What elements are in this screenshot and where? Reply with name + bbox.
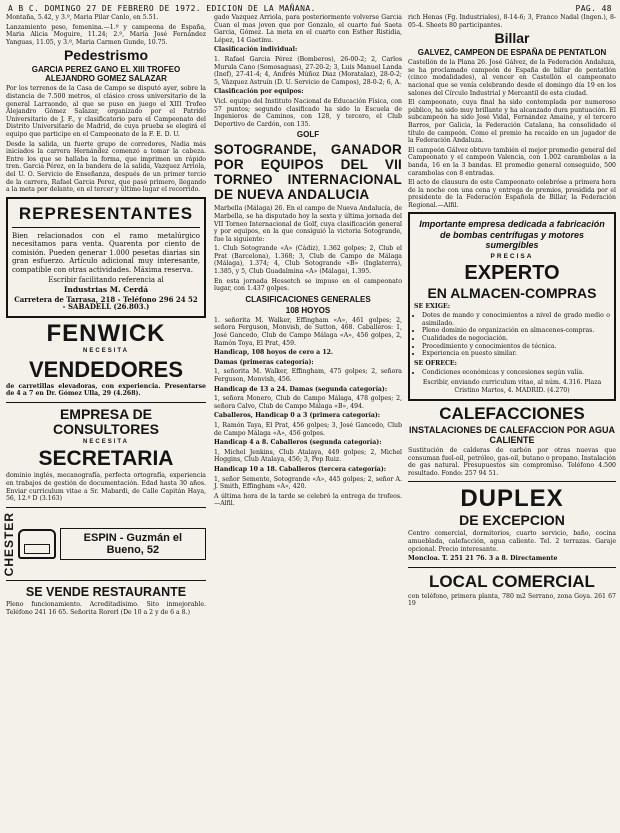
list-item: • Condiciones económicas y concesiones según valía.	[422, 369, 610, 377]
ad-duplex	[408, 486, 616, 562]
ad-experto	[408, 212, 616, 401]
ad-duplex-subtitle: DE EXCEPCION	[459, 512, 565, 529]
ad-experto-precisa: PRECISA	[490, 252, 534, 260]
ad-experto-exige: SE EXIGE:	[414, 302, 451, 310]
golf-headline: SOTOGRANDE, GANADOR POR EQUIPOS DEL VII TORNEO INTERNACIONAL DE NUEVA ANDALUCIA	[214, 142, 402, 203]
ad-duplex-contact: Moncloa. T. 251 21 76. 3 a 8. Directamente	[408, 555, 558, 563]
ad-secretaria-body: dominio inglés, mecanografía, perfecta ortografía, experiencia en trabajos de gestión de documentación. Edad hasta 30 años. Enviar curriculum vitae a Sr. Mabardi, de Calle Capitán Haya, 56, 12.º D (3.163)	[6, 472, 206, 503]
pedestrismo-continuation: gado Vazquez Arriola, para posteriormente volverse Garcia Cuan el mas joven que por Gonzalo, el cuarto fué Saeta Garcia, Gómez. La meta en el cuarto con Esther Ristidia, Lépez, 14 Gaetinu.	[214, 14, 402, 44]
ad-restaurante-title: SE VENDE RESTAURANTE	[25, 585, 187, 600]
golf-body-2: En esta jornada Hessetch se impuso en el campeonato lugar, con 1.437 golpes.	[214, 277, 402, 293]
ad-local-title: LOCAL COMERCIAL	[429, 571, 595, 591]
divider	[12, 227, 200, 228]
ad-rep-title: REPRESENTANTES	[18, 203, 194, 223]
ad-experto-title: EXPERTO	[464, 261, 560, 284]
column-2	[214, 14, 402, 510]
ad-secretaria	[6, 407, 206, 503]
golf-hand10-title: Handicap 10 a 18. Caballeros (tercera categoría):	[214, 465, 387, 473]
clasif-equipos-body: Vicl. equipo del Instituto Nacional de Educación Física, con 57 puntos; segundo clasificado ha sido la Escuela de Ingenieros de Caminos, con 128, y tercero, el Club Deportivo de Cardón, con 135.	[214, 97, 402, 128]
divider	[6, 507, 206, 508]
clasif-generales-title: CLASIFICACIONES GENERALES	[245, 294, 371, 304]
ad-experto-intro: Importante empresa dedicada a fabricación de bombas centrífugas y motores sumergibles	[419, 219, 605, 251]
golf-damas2-title: Damas (primeras categoría):	[214, 358, 314, 366]
divider	[6, 580, 206, 581]
ad-restaurante-body: Pleno funcionamiento. Acreditadísimo. Sito inmejorable. Teléfono 241 16 65. Señorita Rorerl (De 10 a 2 y de 6 a 8.)	[6, 601, 206, 616]
ad-rep-body: Bien relacionados con el ramo metalúrgico necesitamos para venta. Quarenta por ciento de comisión. Pueden generar 1.000 pesetas diarias sin gran esfuerzo. Artículo adicional muy interesante, compatible con otras actividades. Máxima reserva.	[12, 231, 200, 275]
ad-duplex-body: Centro comercial, dormitorios, cuarto servicio, baño, cocina amueblada, calefacción, agua caliente. Tel. 2 terrazas. Garaje opcional. Precio interesante.	[408, 530, 616, 553]
golf-hand2-body: 1, señora Monero, Club de Campo Málaga, 478 golpes; 2, señora Calvo, Club de Campo Málaga «B», 494.	[214, 395, 402, 410]
ad-experto-exige-list	[414, 312, 610, 358]
billar-body: Castellón de la Plana 26. José Gálvez, de la Federación Andaluza, se ha proclamado campeón de España de billar de pentatlón (cinco modalidades), al vencer en Castellón el campeonato nacional que se venía celebrando desde el domingo día 19 en los salones del Círculo Industrial y Mercantil de esta ciudad.	[408, 59, 616, 97]
list-item: • Pleno dominio de organización en almacenes-compras.	[422, 327, 610, 335]
ad-consult-title: EMPRESA DE CONSULTORES	[52, 405, 160, 437]
golf-hand4-title: Handicap 4 a 8. Caballeros (segunda categoría):	[214, 439, 382, 447]
results-intro: Montaña, 5.42, y 3.º, Maria Pilar Canlo, en 5.51.	[6, 14, 159, 21]
ad-experto-almacen: EN ALMACEN-COMPRAS	[427, 284, 597, 301]
sofa-icon	[18, 529, 56, 559]
billar-body-2: El campeonato, cuya final ha sido contemplada por numeroso público, ha sido muy brillante y ha alcanzado dura puntuación. El subcampeón ha sido José Vidal, Fernández Amaine, y el tercero Barros, por Galicia, la Federación Catalana, ha consolidado el título de campeón. Como el premio ha recaído en un jugador de la Federación Andaluza.	[408, 99, 616, 145]
ad-chester	[2, 511, 206, 577]
pedestrismo-subtitle: GARCIA PEREZ GANO EL XIII TROFEO ALEJANDRO GOMEZ SALAZAR	[31, 65, 181, 84]
list-item: • Procedimiento y conocimientos de técnica.	[422, 343, 610, 351]
ad-rep-contact: Escribir facilitando referencia al	[48, 275, 164, 284]
ad-fenwick	[6, 321, 206, 398]
golf-cab3-body: 1, Ramón Taya, El Prat, 456 golpes; 3, José Gancedo, Club de Campo Málaga «A», 456 golpes.	[214, 421, 402, 437]
ad-fenwick-necesita: NECESITA	[83, 348, 129, 355]
golf-team-list: 1. Club Sotogrande «A» (Cádiz), 1.362 golpes; 2, Club el Prat (Barcelona), 1.368; 3, Club de Campo de Málaga (Málaga), 1.374; 4, Club Sotogrande «B» (Inglaterra), 1.385, y 5, Club Guadalmina «A» (Málaga), 1.395.	[214, 245, 402, 276]
page-header	[8, 4, 612, 13]
golf-hand2-title: Handicap de 13 a 24. Damas (segunda categoría):	[214, 385, 388, 393]
ad-representantes	[6, 197, 206, 318]
ad-consult-necesita: NECESITA	[83, 438, 129, 445]
list-item: • Dotes de mando y conocimientos a nivel de grado medio o asimilado.	[422, 312, 610, 327]
col3-continuation: rich Henas (Fg. Industriales), 8-14-6; 3, Franco Nadal (Ingen.), 8-05-4. Sheets 80 participantes.	[408, 14, 616, 29]
ad-experto-ofrece-list	[414, 369, 610, 377]
pedestrismo-body-2: Desde la salida, un fuerte grupo de corredores, Nadia más iniciados la carrera Hernández comenzó a tomar la cabeza. Entre los que se hallaba la forma, que imprimen un rápido tren. Garcia Pérez, en la bandera de la salida, Vazquez Arriola, del U. O. Servicio de Enseñanza, después de un primer tercio de la carrera, Rafael Garcia Perez, que pasó primero, llegando a la meta por delante, en el tercer y último lugar el recorrido.	[6, 140, 206, 194]
ad-fenwick-brand: FENWICK	[46, 320, 166, 348]
divider	[6, 402, 206, 403]
ad-duplex-title: DUPLEX	[460, 485, 564, 513]
golf-cab3-title: Caballeros, Handicap 0 a 3 (primera categoría):	[214, 412, 381, 420]
header-edition: A B C. DOMINGO 27 DE FEBRERO DE 1972. EDICION DE LA MAÑANA.	[8, 4, 316, 13]
billar-subtitle: GALVEZ, CAMPEON DE ESPAÑA DE PENTATLON	[417, 48, 607, 58]
pedestrismo-body: Por los terrenos de la Casa de Campo se disputó ayer, sobre la distancia de 7.500 metros, el clásico cross universitario de la general Larraondo, al que se puso en juego el XIII Trofeo Alejandro Gómez Salazar, organizado por el Patrido Universitario de J. F., y clasificatorio para el Campeonato del Distrito Universitario de Madrid, de cuya prueba se elegirá el equipo que participe en el Campeonato de la F. E. D. U.	[6, 85, 206, 138]
ad-experto-ofrece: SE OFRECE:	[414, 359, 457, 367]
list-item: • Cualidades de negociación.	[422, 335, 610, 343]
header-page: PAG. 48	[575, 4, 612, 13]
list-item: • Experiencia en puesto similar.	[422, 350, 610, 358]
ad-rep-address: Carretera de Tarrasa, 218 - Teléfono 296 24 52 - SABADELL (26.803.)	[14, 294, 198, 312]
ad-calef-subtitle: INSTALACIONES DE CALEFACCION POR AGUA CALIENTE	[408, 425, 615, 446]
ad-secretaria-title: SECRETARIA	[38, 447, 174, 471]
golf-body: Marbella (Málaga) 26. En el campo de Nueva Andalucía, de Marbella, se ha disputado hoy la sexta y última jornada del VII Torneo Internacional de Golf, cuya clasificación general y por equipos, en la que consiguió la victoria Sotogrande, fue la siguiente:	[214, 205, 402, 243]
golf-hand4-body: 1, Michel Jenkins, Club Atalaya, 449 golpes; 2, Michel Hoggins, Club Atalaya, 456; 3, Pep Ruiz.	[214, 448, 402, 464]
ad-experto-escribir: Escribir, enviando curriculum vitae, al núm. 4.316. Plaza Cristino Martos, 4. MADRID. (4.270)	[422, 378, 602, 394]
hoyos-title: 108 HOYOS	[285, 305, 331, 315]
ad-calef-body: Sustitución de calderas de carbón por otras nuevas que consuman fuel-oil, petróleo, gas-oil, butano o propano. Instalación de gas natural. Presupuestos sin compromiso. Teléfono 4.500 resultado. Fondo: 257 94 51.	[408, 447, 617, 477]
section-title-billar: Billar	[494, 30, 530, 47]
section-title-pedestrismo: Pedestrismo	[63, 47, 149, 64]
golf-handicap-title: Handicap, 108 hoyos de cero a 12.	[214, 349, 334, 357]
divider	[408, 481, 616, 482]
billar-body-3: El campeón Gálvez obtuvo también el mejor promedio general del Campeonato y el campeón Valencia, con 1.002 carambolas a la banda, 16 en la 3 bandas. El promedio general conseguido, 500 carambolas con 8 entradas.	[408, 146, 616, 177]
ad-local-body: con teléfono, primera planta, 780 m2 Serrano, zona Goya. 261 67 19	[408, 592, 616, 608]
ad-restaurante	[6, 585, 206, 616]
golf-damas-results: 1. señorita M. Walker, Effingham «A», 461 golpes; 2, señora Ferguson, Monvish, de Sutton, 468. Caballeros: 1, José Gancedo, Club de Campo Málaga «A», 456 golpes, 2, Ramón Toya, El Prat, 459.	[214, 316, 402, 347]
clasif-individual-title: Clasificación individual:	[214, 46, 298, 54]
ad-rep-company: Industrias M. Cerdá	[63, 285, 149, 295]
lanzamiento-result: Lanzamiento peso, femenina.—1.º y campeona de España, Maria Alicia Moguire, 11.24; 2.º, Maria José Fernández Yanguas, 11.05, y 3.º, Maria Carmen Gunde, 10.75.	[6, 23, 206, 46]
golf-hand10-body: 1, señor Semente, Sotogrande «A», 445 golpes; 2, señor A. J. Smith, Effingham «A», 420.	[214, 475, 402, 491]
billar-body-4: El acto de clausura de este Campeonato celebróse a primera hora de la noche con una cena y entrega de premios, presidida por el presidente de la Federación Española de Billar, la Federación Regional.—Alfil.	[408, 179, 616, 209]
ad-chester-brand: CHESTER	[2, 511, 16, 577]
column-1	[2, 14, 206, 618]
ad-local-comercial	[408, 572, 616, 608]
ad-espin-address: ESPIN - Guzmán el Bueno, 52	[60, 528, 206, 560]
clasif-equipos-title: Clasificación por equipos:	[214, 88, 304, 96]
golf-end: A última hora de la tarde se celebró la entrega de trofeos.—Alfil.	[214, 492, 402, 508]
section-title-golf: GOLF	[296, 130, 320, 140]
ad-fenwick-vendedores: VENDEDORES	[28, 356, 184, 382]
ad-fenwick-body: de carretillas elevadoras, con experiencia. Presentarse de 4 a 7 en Dr. Gómez Ulla, 29 (4.268).	[6, 382, 206, 398]
ad-calefacciones	[408, 404, 616, 477]
divider	[408, 567, 616, 568]
golf-damas2-body: 1, señorita M. Walker, Effingham, 475 golpes; 2, señora Ferguson, Monvish, 456.	[214, 368, 402, 383]
column-3	[408, 14, 616, 610]
ad-calef-title: CALEFACCIONES	[439, 404, 585, 424]
clasif-individual-body: 1. Rafael Garcia Pérez (Bomberos), 26-00-2; 2, Carlos Murula Cano (Somosaguas), 27-20-2; 3, Luis Manuel Landa (Inef), 27-41-4; 4, Andrés Múñoz Diaz (Moratalaz), 28-0-2; 5, Vázquez Astruín (D. U. Servicio de Campos), 28-0-2; 6, A.	[214, 55, 402, 86]
